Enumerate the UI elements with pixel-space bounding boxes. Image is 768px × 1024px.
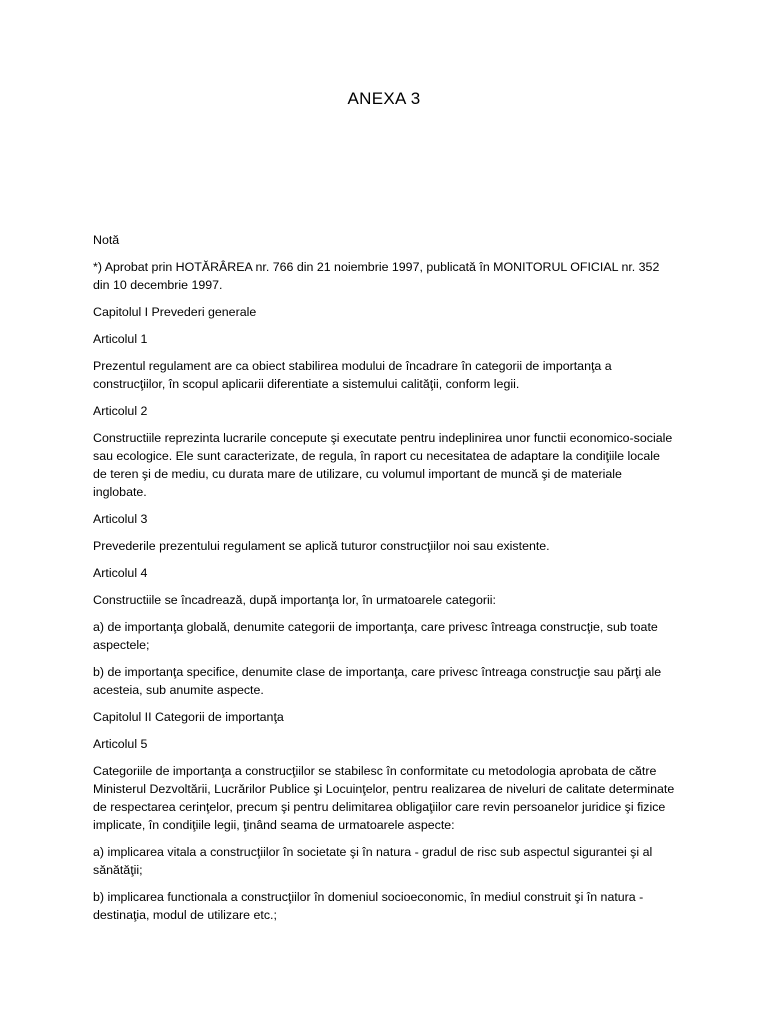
chapter-heading: Capitolul I Prevederi generale bbox=[93, 305, 257, 319]
chapter-heading: Capitolul II Categorii de importanţa bbox=[93, 710, 284, 724]
list-item: a) implicarea vitala a construcţiilor în societate şi în natura - gradul de risc sub aspectul sigurantei şi al sănătăţii; bbox=[93, 845, 653, 877]
article-heading: Articolul 5 bbox=[93, 737, 148, 751]
article-text: Prezentul regulament are ca obiect stabilirea modului de încadrare în categorii de importanţa a construcţiilor, în scopul aplicarii diferentiate a sistemului calităţii, conform legii. bbox=[93, 359, 612, 391]
article-heading: Articolul 1 bbox=[93, 332, 148, 346]
list-item: a) de importanţa globală, denumite categorii de importanţa, care privesc întreaga construcţie, sub toate aspectele; bbox=[93, 620, 658, 652]
note-text: *) Aprobat prin HOTĂRÂREA nr. 766 din 21 noiembrie 1997, publicată în MONITORUL OFICIAL nr. 352 din 10 decembrie 1997. bbox=[93, 260, 660, 292]
document-body bbox=[93, 231, 677, 933]
article-text: Prevederile prezentului regulament se aplică tuturor construcţiilor noi sau existente. bbox=[93, 539, 550, 553]
document-title: ANEXA 3 bbox=[347, 89, 421, 108]
article-heading: Articolul 3 bbox=[93, 512, 148, 526]
note-heading: Notă bbox=[93, 233, 120, 247]
article-text: Constructiile reprezinta lucrarile concepute şi executate pentru indeplinirea unor functii economico-sociale sau ecologice. Ele sunt caracterizate, de regula, în raport cu necesitatea de adaptare la condiţiile locale de teren şi de mediu, cu durata mare de utilizare, cu volumul important de muncă şi de materiale inglobate. bbox=[93, 431, 673, 499]
article-heading: Articolul 4 bbox=[93, 566, 148, 580]
list-item: b) implicarea functionala a construcţiilor în domeniul socioeconomic, în mediul construit şi în natura - destinaţia, modul de utilizare etc.; bbox=[93, 890, 644, 922]
list-item: b) de importanţa specifice, denumite clase de importanţa, care privesc întreaga construcţie sau părţi ale acesteia, sub anumite aspecte. bbox=[93, 665, 662, 697]
article-heading: Articolul 2 bbox=[93, 404, 148, 418]
article-text: Categoriile de importanţa a construcţiilor se stabilesc în conformitate cu metodologia aprobata de către Ministerul Dezvoltării, Lucrărilor Publice şi Locuinţelor, pentru realizarea de niveluri de calitate determinate de respectarea cerinţelor, precum şi pentru delimitarea obligaţiilor care revin persoanelor juridice şi fizice implicate, în condiţiile legii, ţinând seama de urmatoarele aspecte: bbox=[93, 764, 675, 832]
article-text: Constructiile se încadrează, după importanţa lor, în urmatoarele categorii: bbox=[93, 593, 496, 607]
